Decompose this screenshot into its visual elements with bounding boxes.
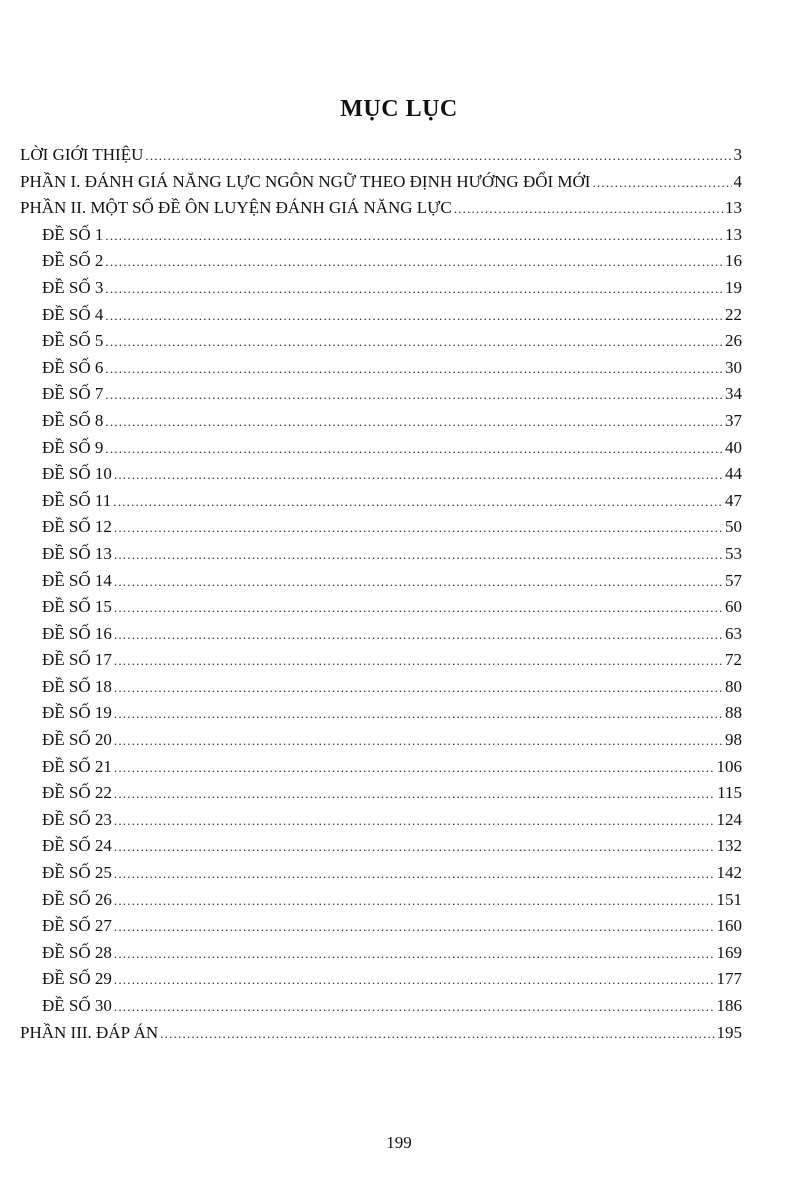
toc-entry-label: ĐỀ SỐ 16 <box>42 623 112 643</box>
toc-entry-page: 142 <box>716 863 742 883</box>
dot-leader <box>114 755 715 782</box>
dot-leader <box>105 329 723 356</box>
dot-leader <box>105 382 723 409</box>
toc-entry[interactable] <box>20 780 742 807</box>
toc-entry-label: PHẦN III. ĐÁP ÁN <box>20 1022 159 1042</box>
toc-entry-page: 16 <box>725 251 742 271</box>
toc-entry[interactable] <box>20 621 742 648</box>
toc-entry-page: 151 <box>716 889 742 909</box>
toc-entry-page: 22 <box>725 304 742 324</box>
dot-leader <box>114 941 715 968</box>
toc-entry-page: 30 <box>725 357 742 377</box>
toc-entry-page: 19 <box>725 277 742 297</box>
toc-entry-page: 186 <box>716 996 742 1015</box>
toc-entry-label: ĐỀ SỐ 23 <box>42 809 112 829</box>
toc-entry-page: 63 <box>725 623 742 643</box>
toc-entry-page: 44 <box>725 464 742 484</box>
toc-entry[interactable] <box>20 541 742 568</box>
toc-entry[interactable] <box>20 514 742 541</box>
dot-leader <box>114 914 715 941</box>
toc-entry[interactable] <box>20 674 742 701</box>
toc-entry-label: ĐỀ SỐ 21 <box>42 756 112 776</box>
toc-entry[interactable] <box>20 594 742 621</box>
toc-entry-page: 50 <box>725 517 742 537</box>
toc-entry-label: ĐỀ SỐ 15 <box>42 597 112 617</box>
toc-entry[interactable] <box>20 195 742 222</box>
toc-entry-label: ĐỀ SỐ 27 <box>42 916 112 936</box>
toc-entry-page: 177 <box>716 969 742 989</box>
toc-entry-page: 13 <box>725 224 742 244</box>
toc-entry-label: ĐỀ SỐ 22 <box>42 783 112 803</box>
dot-leader <box>113 489 723 516</box>
toc-entry-page: 106 <box>716 756 742 776</box>
dot-leader <box>114 675 723 702</box>
toc-entry-label: ĐỀ SỐ 11 <box>42 490 112 510</box>
toc-entry[interactable] <box>20 248 742 275</box>
toc-entry-page: 72 <box>725 650 742 670</box>
dot-leader <box>592 170 731 197</box>
toc-entry-label: ĐỀ SỐ 10 <box>42 464 112 484</box>
toc-entry[interactable] <box>20 727 742 754</box>
toc-entry[interactable] <box>20 275 742 302</box>
toc-entry-label: ĐỀ SỐ 6 <box>42 357 104 377</box>
toc-entry[interactable] <box>20 807 742 834</box>
toc-entry-page: 115 <box>717 783 742 803</box>
toc-entry[interactable] <box>20 169 742 196</box>
toc-entry-page: 34 <box>725 384 742 404</box>
dot-leader <box>160 1021 714 1048</box>
toc-entry[interactable] <box>20 408 742 435</box>
dot-leader <box>105 436 723 463</box>
toc-entry-page: 60 <box>725 597 742 617</box>
toc-entry-page: 53 <box>725 543 742 563</box>
toc-entry-page: 124 <box>716 809 742 829</box>
toc-entry[interactable] <box>20 488 742 515</box>
page-number: 199 <box>386 1133 412 1152</box>
toc-entry[interactable] <box>20 435 742 462</box>
toc-entry-label: ĐỀ SỐ 24 <box>42 836 112 856</box>
toc-entry-page: 132 <box>716 836 742 856</box>
toc-entry-page: 160 <box>716 916 742 936</box>
toc-entry-label: ĐỀ SỐ 28 <box>42 942 112 962</box>
toc-entry-label: ĐỀ SỐ 12 <box>42 517 112 537</box>
toc-entry-page: 40 <box>725 437 742 457</box>
toc-entry[interactable] <box>20 700 742 727</box>
toc-entry-page: 169 <box>716 942 742 962</box>
dot-leader <box>105 276 723 303</box>
toc-entry-label: ĐỀ SỐ 9 <box>42 437 104 457</box>
toc-entry-page: 98 <box>725 730 742 750</box>
toc-entry[interactable] <box>20 966 742 993</box>
toc-entry-page: 26 <box>725 331 742 351</box>
dot-leader <box>114 648 723 675</box>
toc-entry[interactable] <box>20 887 742 914</box>
toc-entry[interactable] <box>20 940 742 967</box>
dot-leader <box>114 515 723 542</box>
dot-leader <box>114 569 723 596</box>
toc-entry[interactable] <box>20 142 742 169</box>
toc-entry-label: ĐỀ SỐ 1 <box>42 224 104 244</box>
toc-entry-page: 80 <box>725 676 742 696</box>
toc-entry-page: 3 <box>733 145 742 164</box>
dot-leader <box>114 701 723 728</box>
toc-entry-label: ĐỀ SỐ 3 <box>42 277 104 297</box>
dot-leader <box>105 249 723 276</box>
toc-entry-page: 13 <box>725 198 742 218</box>
toc-entry[interactable] <box>20 328 742 355</box>
dot-leader <box>114 781 715 808</box>
dot-leader <box>114 462 723 489</box>
toc-entry-page: 195 <box>716 1022 742 1042</box>
dot-leader <box>454 196 723 223</box>
dot-leader <box>105 356 723 383</box>
toc-entry-label: ĐỀ SỐ 20 <box>42 730 112 750</box>
toc-entry-label: PHẦN II. MỘT SỐ ĐỀ ÔN LUYỆN ĐÁNH GIÁ NĂNG LỰC <box>20 198 452 218</box>
dot-leader <box>114 967 715 994</box>
dot-leader <box>114 861 715 888</box>
toc-entry-label: PHẦN I. ĐÁNH GIÁ NĂNG LỰC NGÔN NGỮ THEO ĐỊNH HƯỚNG ĐỔI MỚI <box>20 171 591 191</box>
toc-entry[interactable] <box>20 222 742 249</box>
toc-entry-label: LỜI GIỚI THIỆU <box>20 145 144 164</box>
toc-entry-label: ĐỀ SỐ 5 <box>42 331 104 351</box>
toc-entry[interactable] <box>20 381 742 408</box>
dot-leader <box>105 223 723 250</box>
toc-entry[interactable] <box>20 1020 742 1047</box>
dot-leader <box>105 409 723 436</box>
toc-entry[interactable] <box>20 913 742 940</box>
toc-entry-label: ĐỀ SỐ 18 <box>42 676 112 696</box>
toc-entry-label: ĐỀ SỐ 7 <box>42 384 104 404</box>
toc-entry-page: 37 <box>725 410 742 430</box>
toc-entry-label: ĐỀ SỐ 25 <box>42 863 112 883</box>
toc-entry[interactable] <box>20 860 742 887</box>
toc-entry-label: ĐỀ SỐ 2 <box>42 251 104 271</box>
toc-entry-label: ĐỀ SỐ 17 <box>42 650 112 670</box>
dot-leader <box>114 808 715 835</box>
toc-entry[interactable] <box>20 833 742 860</box>
toc-entry[interactable] <box>20 355 742 382</box>
toc-entry-label: ĐỀ SỐ 29 <box>42 969 112 989</box>
dot-leader <box>114 728 723 755</box>
toc-entry-label: ĐỀ SỐ 30 <box>42 996 112 1015</box>
toc-entry-label: ĐỀ SỐ 8 <box>42 410 104 430</box>
dot-leader <box>114 542 723 569</box>
toc-entry[interactable] <box>20 461 742 488</box>
toc-entry-label: ĐỀ SỐ 13 <box>42 543 112 563</box>
toc-entry-page: 4 <box>733 171 742 191</box>
table-of-contents <box>20 142 742 1046</box>
toc-entry-page: 88 <box>725 703 742 723</box>
toc-entry-page: 57 <box>725 570 742 590</box>
toc-entry-label: ĐỀ SỐ 19 <box>42 703 112 723</box>
dot-leader <box>114 595 723 622</box>
toc-entry[interactable] <box>20 302 742 329</box>
toc-entry-label: ĐỀ SỐ 14 <box>42 570 112 590</box>
toc-entry[interactable] <box>20 754 742 781</box>
toc-entry[interactable] <box>20 993 742 1020</box>
toc-entry-page: 47 <box>725 490 742 510</box>
dot-leader <box>114 622 723 649</box>
toc-entry[interactable] <box>20 647 742 674</box>
toc-entry-label: ĐỀ SỐ 4 <box>42 304 104 324</box>
toc-entry[interactable] <box>20 568 742 595</box>
page-title: MỤC LỤC <box>340 96 458 123</box>
dot-leader <box>114 888 715 915</box>
toc-entry-label: ĐỀ SỐ 26 <box>42 889 112 909</box>
dot-leader <box>105 303 723 330</box>
dot-leader <box>145 143 731 170</box>
dot-leader <box>114 834 715 861</box>
dot-leader <box>114 994 715 1021</box>
